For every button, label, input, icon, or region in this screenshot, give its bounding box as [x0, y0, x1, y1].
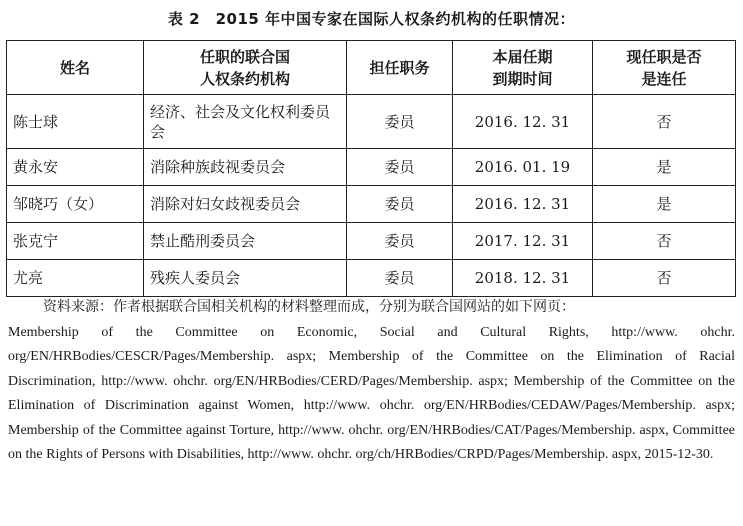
cell-name: 陈士球 [7, 95, 144, 149]
cell-position: 委员 [347, 186, 453, 223]
header-position: 担任职务 [347, 41, 453, 95]
table-row [7, 149, 736, 186]
cell-reelected: 否 [593, 260, 736, 297]
cell-name: 张克宁 [7, 223, 144, 260]
cell-name: 尤亮 [7, 260, 144, 297]
header-treaty-body: 任职的联合国 人权条约机构 [144, 41, 347, 95]
expert-roles-table [6, 40, 736, 297]
cell-term-end: 2018. 12. 31 [453, 260, 593, 297]
cell-term-end: 2016. 01. 19 [453, 149, 593, 186]
cell-treaty-body: 经济、社会及文化权利委员会 [144, 95, 347, 149]
source-references: Membership of the Committee on Economic, Social and Cultural Rights, http://www. ohchr. org/EN/HRBodies/CESCR/Pages/Membership. aspx; Membership of the Committee on the Elimination of Racial Discrimination, http://www. ohchr. org/EN/HRBodies/CERD/Pages/Membership. aspx; Membership of the Committee on the Elimination of Discrimination against Women, http://www. ohchr. org/EN/HRBodies/CEDAW/Pages/Membership. aspx; Membership of the Committee against Torture, http://www. ohchr. org/EN/HRBodies/CAT/Pages/Membership. aspx, Committee on the Rights of Persons with Disabilities, http://www. ohchr. org/ch/HRBodies/CRPD/Pages/Membership. aspx, 2015-12-30. [8, 324, 735, 462]
cell-name: 邹晓巧（女） [7, 186, 144, 223]
table-row [7, 223, 736, 260]
table-row [7, 95, 736, 149]
cell-name: 黄永安 [7, 149, 144, 186]
cell-term-end: 2017. 12. 31 [453, 223, 593, 260]
header-term-end: 本届任期 到期时间 [453, 41, 593, 95]
cell-treaty-body: 禁止酷刑委员会 [144, 223, 347, 260]
table-row [7, 260, 736, 297]
table-caption: 表 2 2015 年中国专家在国际人权条约机构的任职情况： [167, 10, 576, 28]
cell-reelected: 是 [593, 149, 736, 186]
cell-position: 委员 [347, 149, 453, 186]
cell-term-end: 2016. 12. 31 [453, 186, 593, 223]
table-header-row [7, 41, 736, 95]
cell-reelected: 否 [593, 223, 736, 260]
cell-position: 委员 [347, 260, 453, 297]
cell-treaty-body: 残疾人委员会 [144, 260, 347, 297]
source-line [8, 296, 735, 321]
source-text: 作者根据联合国相关机构的材料整理而成，分别为联合国网站的如下网页： [113, 300, 575, 315]
cell-position: 委员 [347, 95, 453, 149]
cell-reelected: 是 [593, 186, 736, 223]
header-name: 姓名 [7, 41, 144, 95]
cell-term-end: 2016. 12. 31 [453, 95, 593, 149]
source-label: 资料来源： [43, 300, 113, 315]
cell-reelected: 否 [593, 95, 736, 149]
table-row [7, 186, 736, 223]
cell-treaty-body: 消除对妇女歧视委员会 [144, 186, 347, 223]
source-notes [8, 296, 735, 468]
cell-position: 委员 [347, 223, 453, 260]
cell-treaty-body: 消除种族歧视委员会 [144, 149, 347, 186]
header-reelected: 现任职是否 是连任 [593, 41, 736, 95]
